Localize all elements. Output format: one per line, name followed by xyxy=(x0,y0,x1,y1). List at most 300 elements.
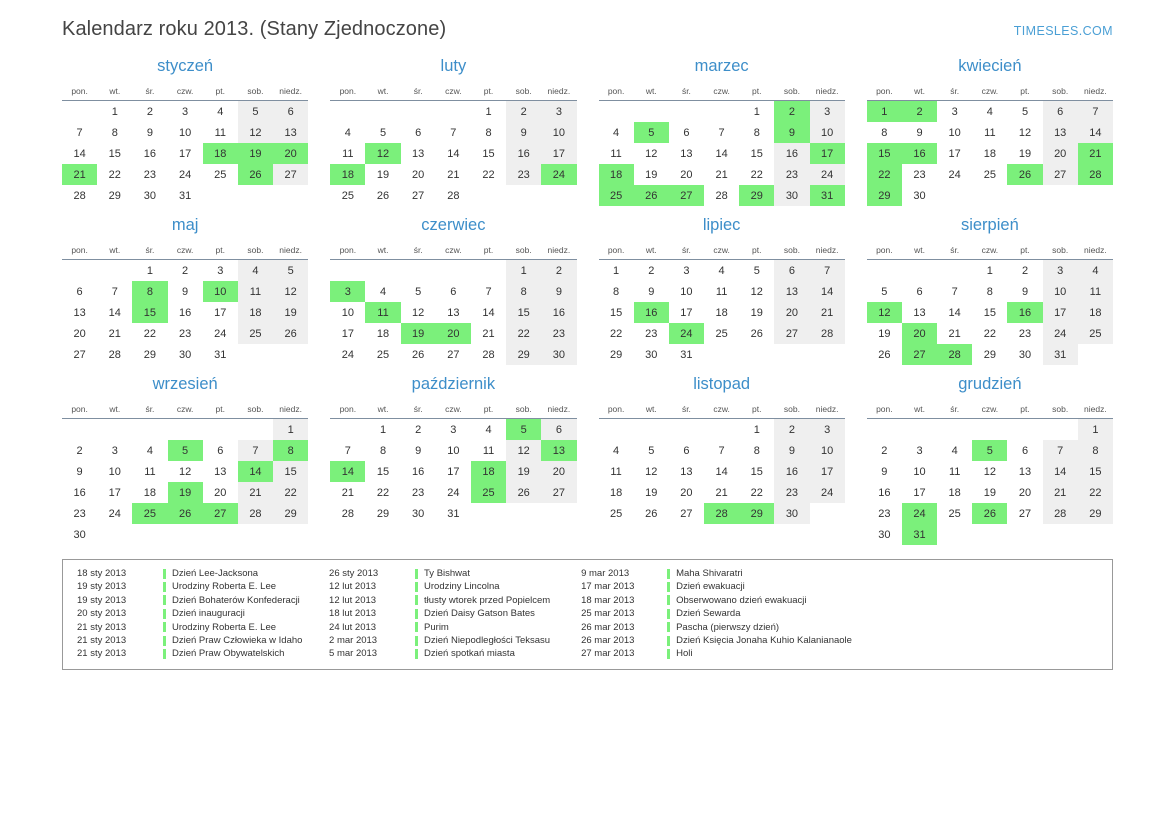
day-cell[interactable]: 1 xyxy=(613,264,620,277)
holiday-day-cell[interactable]: 22 xyxy=(867,164,902,185)
day-cell[interactable]: 4 xyxy=(485,423,492,436)
day-cell[interactable]: 20 xyxy=(774,302,809,323)
day-cell[interactable]: 27 xyxy=(447,348,460,361)
day-cell[interactable]: 14 xyxy=(73,147,86,160)
day-cell[interactable]: 22 xyxy=(376,486,390,499)
day-cell[interactable]: 18 xyxy=(983,147,996,160)
day-cell[interactable]: 9 xyxy=(774,440,809,461)
day-cell[interactable]: 7 xyxy=(718,444,725,457)
day-cell[interactable]: 6 xyxy=(217,444,224,457)
day-cell[interactable]: 22 xyxy=(143,327,157,340)
day-cell[interactable]: 13 xyxy=(680,465,693,478)
day-cell[interactable]: 17 xyxy=(108,486,121,499)
day-cell[interactable]: 17 xyxy=(1043,302,1078,323)
day-cell[interactable]: 1 xyxy=(753,423,760,436)
day-cell[interactable]: 28 xyxy=(73,189,86,202)
day-cell[interactable]: 30 xyxy=(412,507,425,520)
day-cell[interactable]: 7 xyxy=(76,126,83,139)
holiday-day-cell[interactable]: 1 xyxy=(867,101,902,123)
day-cell[interactable]: 10 xyxy=(341,306,354,319)
day-cell[interactable]: 29 xyxy=(376,507,390,520)
day-cell[interactable]: 10 xyxy=(178,126,192,139)
day-cell[interactable]: 28 xyxy=(482,348,495,361)
holiday-day-cell[interactable]: 12 xyxy=(867,302,902,323)
holiday-day-cell[interactable]: 25 xyxy=(132,503,167,524)
day-cell[interactable]: 19 xyxy=(645,486,658,499)
holiday-day-cell[interactable]: 29 xyxy=(739,503,774,524)
holiday-day-cell[interactable]: 28 xyxy=(1078,164,1113,185)
day-cell[interactable]: 3 xyxy=(111,444,118,457)
day-cell[interactable]: 30 xyxy=(645,348,658,361)
day-cell[interactable]: 3 xyxy=(1043,260,1078,282)
day-cell[interactable]: 29 xyxy=(108,189,121,202)
day-cell[interactable]: 31 xyxy=(178,189,192,202)
day-cell[interactable]: 16 xyxy=(541,302,576,323)
day-cell[interactable]: 23 xyxy=(878,507,891,520)
day-cell[interactable]: 24 xyxy=(447,486,460,499)
day-cell[interactable]: 14 xyxy=(948,306,961,319)
day-cell[interactable]: 2 xyxy=(182,264,189,277)
day-cell[interactable]: 26 xyxy=(412,348,425,361)
day-cell[interactable]: 5 xyxy=(1021,105,1029,118)
day-cell[interactable]: 20 xyxy=(680,168,693,181)
day-cell[interactable]: 24 xyxy=(810,482,845,503)
day-cell[interactable]: 22 xyxy=(750,486,763,499)
holiday-day-cell[interactable]: 14 xyxy=(330,461,365,482)
day-cell[interactable]: 6 xyxy=(774,260,809,282)
day-cell[interactable]: 13 xyxy=(1018,465,1032,478)
holiday-day-cell[interactable]: 11 xyxy=(365,302,400,323)
day-cell[interactable]: 18 xyxy=(609,486,623,499)
holiday-day-cell[interactable]: 5 xyxy=(168,440,203,461)
day-cell[interactable]: 14 xyxy=(482,306,495,319)
day-cell[interactable]: 7 xyxy=(718,126,725,139)
day-cell[interactable]: 17 xyxy=(178,147,192,160)
day-cell[interactable]: 12 xyxy=(506,440,541,461)
day-cell[interactable]: 6 xyxy=(683,126,690,139)
day-cell[interactable]: 12 xyxy=(412,306,425,319)
holiday-day-cell[interactable]: 24 xyxy=(541,164,576,185)
day-cell[interactable]: 16 xyxy=(412,465,425,478)
day-cell[interactable]: 7 xyxy=(111,285,118,298)
day-cell[interactable]: 17 xyxy=(341,327,354,340)
holiday-day-cell[interactable]: 3 xyxy=(330,281,365,302)
holiday-day-cell[interactable]: 26 xyxy=(634,185,669,206)
day-cell[interactable]: 29 xyxy=(143,348,157,361)
day-cell[interactable]: 11 xyxy=(214,126,226,139)
day-cell[interactable]: 23 xyxy=(774,482,809,503)
holiday-day-cell[interactable]: 18 xyxy=(599,164,634,185)
day-cell[interactable]: 7 xyxy=(485,285,492,298)
holiday-day-cell[interactable]: 26 xyxy=(238,164,273,185)
day-cell[interactable]: 5 xyxy=(648,444,655,457)
day-cell[interactable]: 12 xyxy=(1018,126,1032,139)
day-cell[interactable]: 15 xyxy=(1078,461,1113,482)
day-cell[interactable]: 2 xyxy=(76,444,83,457)
day-cell[interactable]: 13 xyxy=(774,281,809,302)
day-cell[interactable]: 17 xyxy=(810,461,845,482)
day-cell[interactable]: 13 xyxy=(913,306,926,319)
day-cell[interactable]: 9 xyxy=(1021,285,1029,298)
day-cell[interactable]: 3 xyxy=(810,419,845,441)
day-cell[interactable]: 6 xyxy=(450,285,457,298)
day-cell[interactable]: 2 xyxy=(541,260,576,282)
holiday-day-cell[interactable]: 5 xyxy=(506,419,541,441)
day-cell[interactable]: 6 xyxy=(1043,101,1078,123)
day-cell[interactable]: 20 xyxy=(1018,486,1032,499)
day-cell[interactable]: 21 xyxy=(447,168,460,181)
day-cell[interactable]: 23 xyxy=(645,327,658,340)
day-cell[interactable]: 4 xyxy=(146,444,153,457)
day-cell[interactable]: 27 xyxy=(273,164,308,185)
day-cell[interactable]: 6 xyxy=(1021,444,1029,457)
day-cell[interactable]: 2 xyxy=(506,101,541,123)
day-cell[interactable]: 11 xyxy=(610,465,622,478)
day-cell[interactable]: 11 xyxy=(482,444,495,457)
day-cell[interactable]: 1 xyxy=(986,264,993,277)
day-cell[interactable]: 8 xyxy=(1078,440,1113,461)
holiday-day-cell[interactable]: 26 xyxy=(168,503,203,524)
day-cell[interactable]: 26 xyxy=(750,327,763,340)
day-cell[interactable]: 14 xyxy=(1078,122,1113,143)
day-cell[interactable]: 22 xyxy=(506,323,541,344)
day-cell[interactable]: 14 xyxy=(108,306,121,319)
holiday-day-cell[interactable]: 10 xyxy=(203,281,238,302)
day-cell[interactable]: 9 xyxy=(182,285,189,298)
day-cell[interactable]: 28 xyxy=(108,348,121,361)
day-cell[interactable]: 18 xyxy=(715,306,728,319)
day-cell[interactable]: 4 xyxy=(1078,260,1113,282)
day-cell[interactable]: 6 xyxy=(541,419,576,441)
day-cell[interactable]: 24 xyxy=(810,164,845,185)
day-cell[interactable]: 2 xyxy=(648,264,655,277)
day-cell[interactable]: 3 xyxy=(951,105,958,118)
day-cell[interactable]: 23 xyxy=(143,168,157,181)
day-cell[interactable]: 23 xyxy=(506,164,541,185)
day-cell[interactable]: 18 xyxy=(1078,302,1113,323)
day-cell[interactable]: 14 xyxy=(1043,461,1078,482)
day-cell[interactable]: 13 xyxy=(73,306,86,319)
day-cell[interactable]: 25 xyxy=(1078,323,1113,344)
day-cell[interactable]: 4 xyxy=(238,260,273,282)
holiday-day-cell[interactable]: 16 xyxy=(1007,302,1042,323)
day-cell[interactable]: 25 xyxy=(715,327,728,340)
day-cell[interactable]: 5 xyxy=(415,285,422,298)
day-cell[interactable]: 1 xyxy=(753,105,760,118)
day-cell[interactable]: 26 xyxy=(273,323,308,344)
day-cell[interactable]: 25 xyxy=(341,189,354,202)
day-cell[interactable]: 30 xyxy=(73,528,86,541)
holiday-day-cell[interactable]: 29 xyxy=(739,185,774,206)
day-cell[interactable]: 30 xyxy=(541,344,576,365)
day-cell[interactable]: 4 xyxy=(986,105,993,118)
day-cell[interactable]: 24 xyxy=(108,507,121,520)
day-cell[interactable]: 25 xyxy=(948,507,961,520)
day-cell[interactable]: 15 xyxy=(506,302,541,323)
site-brand[interactable]: TIMESLES.COM xyxy=(1013,24,1113,38)
day-cell[interactable]: 12 xyxy=(983,465,996,478)
day-cell[interactable]: 14 xyxy=(447,147,460,160)
day-cell[interactable]: 5 xyxy=(379,126,387,139)
day-cell[interactable]: 30 xyxy=(774,503,809,524)
day-cell[interactable]: 15 xyxy=(750,465,763,478)
holiday-day-cell[interactable]: 20 xyxy=(273,143,308,164)
holiday-day-cell[interactable]: 28 xyxy=(704,503,739,524)
day-cell[interactable]: 19 xyxy=(878,327,891,340)
day-cell[interactable]: 31 xyxy=(214,348,227,361)
day-cell[interactable]: 23 xyxy=(412,486,425,499)
day-cell[interactable]: 15 xyxy=(108,147,121,160)
day-cell[interactable]: 6 xyxy=(415,126,422,139)
day-cell[interactable]: 17 xyxy=(913,486,926,499)
holiday-day-cell[interactable]: 21 xyxy=(62,164,97,185)
day-cell[interactable]: 1 xyxy=(1078,419,1113,441)
day-cell[interactable]: 7 xyxy=(450,126,457,139)
day-cell[interactable]: 24 xyxy=(178,168,192,181)
day-cell[interactable]: 11 xyxy=(1078,281,1113,302)
day-cell[interactable]: 19 xyxy=(983,486,996,499)
day-cell[interactable]: 27 xyxy=(1043,164,1078,185)
day-cell[interactable]: 1 xyxy=(146,264,153,277)
day-cell[interactable]: 11 xyxy=(984,126,996,139)
day-cell[interactable]: 15 xyxy=(482,147,495,160)
day-cell[interactable]: 5 xyxy=(753,264,760,277)
day-cell[interactable]: 7 xyxy=(1043,440,1078,461)
day-cell[interactable]: 8 xyxy=(506,281,541,302)
day-cell[interactable]: 2 xyxy=(1021,264,1029,277)
day-cell[interactable]: 3 xyxy=(541,101,576,123)
day-cell[interactable]: 25 xyxy=(609,507,623,520)
day-cell[interactable]: 16 xyxy=(774,461,809,482)
day-cell[interactable]: 27 xyxy=(680,507,693,520)
day-cell[interactable]: 27 xyxy=(1018,507,1032,520)
day-cell[interactable]: 9 xyxy=(881,465,888,478)
day-cell[interactable]: 2 xyxy=(881,444,888,457)
day-cell[interactable]: 31 xyxy=(447,507,460,520)
day-cell[interactable]: 4 xyxy=(613,126,620,139)
holiday-day-cell[interactable]: 26 xyxy=(1007,164,1042,185)
holiday-day-cell[interactable]: 13 xyxy=(541,440,576,461)
day-cell[interactable]: 2 xyxy=(415,423,422,436)
holiday-day-cell[interactable]: 5 xyxy=(634,122,669,143)
day-cell[interactable]: 11 xyxy=(715,285,728,298)
day-cell[interactable]: 13 xyxy=(680,147,693,160)
holiday-day-cell[interactable]: 19 xyxy=(238,143,273,164)
day-cell[interactable]: 11 xyxy=(144,465,156,478)
day-cell[interactable]: 26 xyxy=(645,507,658,520)
day-cell[interactable]: 1 xyxy=(273,419,308,441)
holiday-day-cell[interactable]: 31 xyxy=(810,185,845,206)
day-cell[interactable]: 1 xyxy=(111,105,118,118)
day-cell[interactable]: 4 xyxy=(379,285,387,298)
day-cell[interactable]: 9 xyxy=(76,465,83,478)
day-cell[interactable]: 3 xyxy=(810,101,845,123)
holiday-day-cell[interactable]: 25 xyxy=(471,482,506,503)
day-cell[interactable]: 21 xyxy=(108,327,121,340)
day-cell[interactable]: 10 xyxy=(108,465,121,478)
day-cell[interactable]: 13 xyxy=(1043,122,1078,143)
day-cell[interactable]: 20 xyxy=(680,486,693,499)
day-cell[interactable]: 8 xyxy=(753,126,760,139)
day-cell[interactable]: 10 xyxy=(810,440,845,461)
day-cell[interactable]: 23 xyxy=(178,327,192,340)
day-cell[interactable]: 26 xyxy=(506,482,541,503)
day-cell[interactable]: 21 xyxy=(238,482,273,503)
day-cell[interactable]: 28 xyxy=(238,503,273,524)
day-cell[interactable]: 17 xyxy=(541,143,576,164)
day-cell[interactable]: 29 xyxy=(273,503,308,524)
day-cell[interactable]: 5 xyxy=(881,285,888,298)
holiday-day-cell[interactable]: 19 xyxy=(401,323,436,344)
day-cell[interactable]: 14 xyxy=(715,147,728,160)
day-cell[interactable]: 19 xyxy=(273,302,308,323)
day-cell[interactable]: 9 xyxy=(506,122,541,143)
day-cell[interactable]: 10 xyxy=(1043,281,1078,302)
holiday-day-cell[interactable]: 20 xyxy=(902,323,937,344)
holiday-day-cell[interactable]: 2 xyxy=(774,101,809,123)
day-cell[interactable]: 12 xyxy=(238,122,273,143)
day-cell[interactable]: 19 xyxy=(506,461,541,482)
day-cell[interactable]: 27 xyxy=(774,323,809,344)
day-cell[interactable]: 8 xyxy=(379,444,387,457)
day-cell[interactable]: 10 xyxy=(948,126,961,139)
holiday-day-cell[interactable]: 14 xyxy=(238,461,273,482)
day-cell[interactable]: 10 xyxy=(447,444,460,457)
day-cell[interactable]: 3 xyxy=(182,105,189,118)
day-cell[interactable]: 4 xyxy=(951,444,958,457)
day-cell[interactable]: 28 xyxy=(447,189,460,202)
holiday-day-cell[interactable]: 12 xyxy=(365,143,400,164)
day-cell[interactable]: 24 xyxy=(1043,323,1078,344)
day-cell[interactable]: 3 xyxy=(217,264,224,277)
holiday-day-cell[interactable]: 28 xyxy=(937,344,972,365)
day-cell[interactable]: 16 xyxy=(506,143,541,164)
day-cell[interactable]: 9 xyxy=(648,285,655,298)
holiday-day-cell[interactable]: 2 xyxy=(902,101,937,123)
day-cell[interactable]: 16 xyxy=(774,143,809,164)
day-cell[interactable]: 19 xyxy=(750,306,763,319)
day-cell[interactable]: 22 xyxy=(1078,482,1113,503)
holiday-day-cell[interactable]: 21 xyxy=(1078,143,1113,164)
holiday-day-cell[interactable]: 9 xyxy=(774,122,809,143)
day-cell[interactable]: 8 xyxy=(485,126,492,139)
day-cell[interactable]: 28 xyxy=(810,323,845,344)
day-cell[interactable]: 6 xyxy=(273,101,308,123)
day-cell[interactable]: 26 xyxy=(878,348,891,361)
day-cell[interactable]: 21 xyxy=(810,302,845,323)
day-cell[interactable]: 5 xyxy=(273,260,308,282)
day-cell[interactable]: 30 xyxy=(1018,348,1032,361)
day-cell[interactable]: 8 xyxy=(613,285,620,298)
day-cell[interactable]: 6 xyxy=(916,285,923,298)
holiday-day-cell[interactable]: 5 xyxy=(972,440,1007,461)
holiday-day-cell[interactable]: 8 xyxy=(273,440,308,461)
day-cell[interactable]: 8 xyxy=(111,126,118,139)
day-cell[interactable]: 27 xyxy=(412,189,425,202)
day-cell[interactable]: 23 xyxy=(774,164,809,185)
holiday-day-cell[interactable]: 29 xyxy=(867,185,902,206)
holiday-day-cell[interactable]: 18 xyxy=(471,461,506,482)
holiday-day-cell[interactable]: 20 xyxy=(436,323,471,344)
day-cell[interactable]: 30 xyxy=(878,528,891,541)
day-cell[interactable]: 18 xyxy=(376,327,390,340)
day-cell[interactable]: 25 xyxy=(238,323,273,344)
day-cell[interactable]: 17 xyxy=(948,147,961,160)
holiday-day-cell[interactable]: 16 xyxy=(902,143,937,164)
day-cell[interactable]: 15 xyxy=(376,465,390,478)
day-cell[interactable]: 4 xyxy=(344,126,351,139)
day-cell[interactable]: 20 xyxy=(73,327,86,340)
day-cell[interactable]: 12 xyxy=(645,147,658,160)
day-cell[interactable]: 4 xyxy=(718,264,725,277)
day-cell[interactable]: 13 xyxy=(447,306,460,319)
day-cell[interactable]: 12 xyxy=(750,285,763,298)
holiday-day-cell[interactable]: 27 xyxy=(203,503,238,524)
holiday-day-cell[interactable]: 25 xyxy=(599,185,634,206)
day-cell[interactable]: 19 xyxy=(1018,147,1032,160)
day-cell[interactable]: 30 xyxy=(913,189,926,202)
day-cell[interactable]: 15 xyxy=(609,306,623,319)
day-cell[interactable]: 30 xyxy=(774,185,809,206)
day-cell[interactable]: 28 xyxy=(715,189,728,202)
day-cell[interactable]: 8 xyxy=(881,126,888,139)
day-cell[interactable]: 3 xyxy=(916,444,923,457)
day-cell[interactable]: 7 xyxy=(238,440,273,461)
day-cell[interactable]: 11 xyxy=(342,147,354,160)
day-cell[interactable]: 20 xyxy=(1043,143,1078,164)
day-cell[interactable]: 31 xyxy=(1043,344,1078,365)
day-cell[interactable]: 9 xyxy=(541,281,576,302)
day-cell[interactable]: 25 xyxy=(214,168,227,181)
day-cell[interactable]: 8 xyxy=(753,444,760,457)
holiday-day-cell[interactable]: 27 xyxy=(669,185,704,206)
day-cell[interactable]: 13 xyxy=(273,122,308,143)
day-cell[interactable]: 10 xyxy=(913,465,926,478)
day-cell[interactable]: 3 xyxy=(683,264,690,277)
day-cell[interactable]: 9 xyxy=(415,444,422,457)
day-cell[interactable]: 21 xyxy=(1043,482,1078,503)
holiday-day-cell[interactable]: 8 xyxy=(132,281,167,302)
day-cell[interactable]: 13 xyxy=(412,147,425,160)
holiday-day-cell[interactable]: 16 xyxy=(634,302,669,323)
day-cell[interactable]: 21 xyxy=(341,486,354,499)
day-cell[interactable]: 16 xyxy=(143,147,157,160)
day-cell[interactable]: 29 xyxy=(609,348,623,361)
day-cell[interactable]: 17 xyxy=(214,306,227,319)
day-cell[interactable]: 27 xyxy=(541,482,576,503)
day-cell[interactable]: 15 xyxy=(273,461,308,482)
holiday-day-cell[interactable]: 31 xyxy=(902,524,937,545)
day-cell[interactable]: 30 xyxy=(143,189,157,202)
holiday-day-cell[interactable]: 27 xyxy=(902,344,937,365)
day-cell[interactable]: 1 xyxy=(485,105,492,118)
day-cell[interactable]: 23 xyxy=(73,507,86,520)
day-cell[interactable]: 28 xyxy=(341,507,354,520)
holiday-day-cell[interactable]: 18 xyxy=(203,143,238,164)
holiday-day-cell[interactable]: 15 xyxy=(132,302,167,323)
day-cell[interactable]: 6 xyxy=(683,444,690,457)
day-cell[interactable]: 27 xyxy=(73,348,86,361)
day-cell[interactable]: 28 xyxy=(1043,503,1078,524)
holiday-day-cell[interactable]: 18 xyxy=(330,164,365,185)
day-cell[interactable]: 17 xyxy=(680,306,693,319)
day-cell[interactable]: 18 xyxy=(238,302,273,323)
holiday-day-cell[interactable]: 24 xyxy=(902,503,937,524)
day-cell[interactable]: 22 xyxy=(482,168,495,181)
day-cell[interactable]: 31 xyxy=(680,348,693,361)
day-cell[interactable]: 26 xyxy=(376,189,390,202)
holiday-day-cell[interactable]: 15 xyxy=(867,143,902,164)
